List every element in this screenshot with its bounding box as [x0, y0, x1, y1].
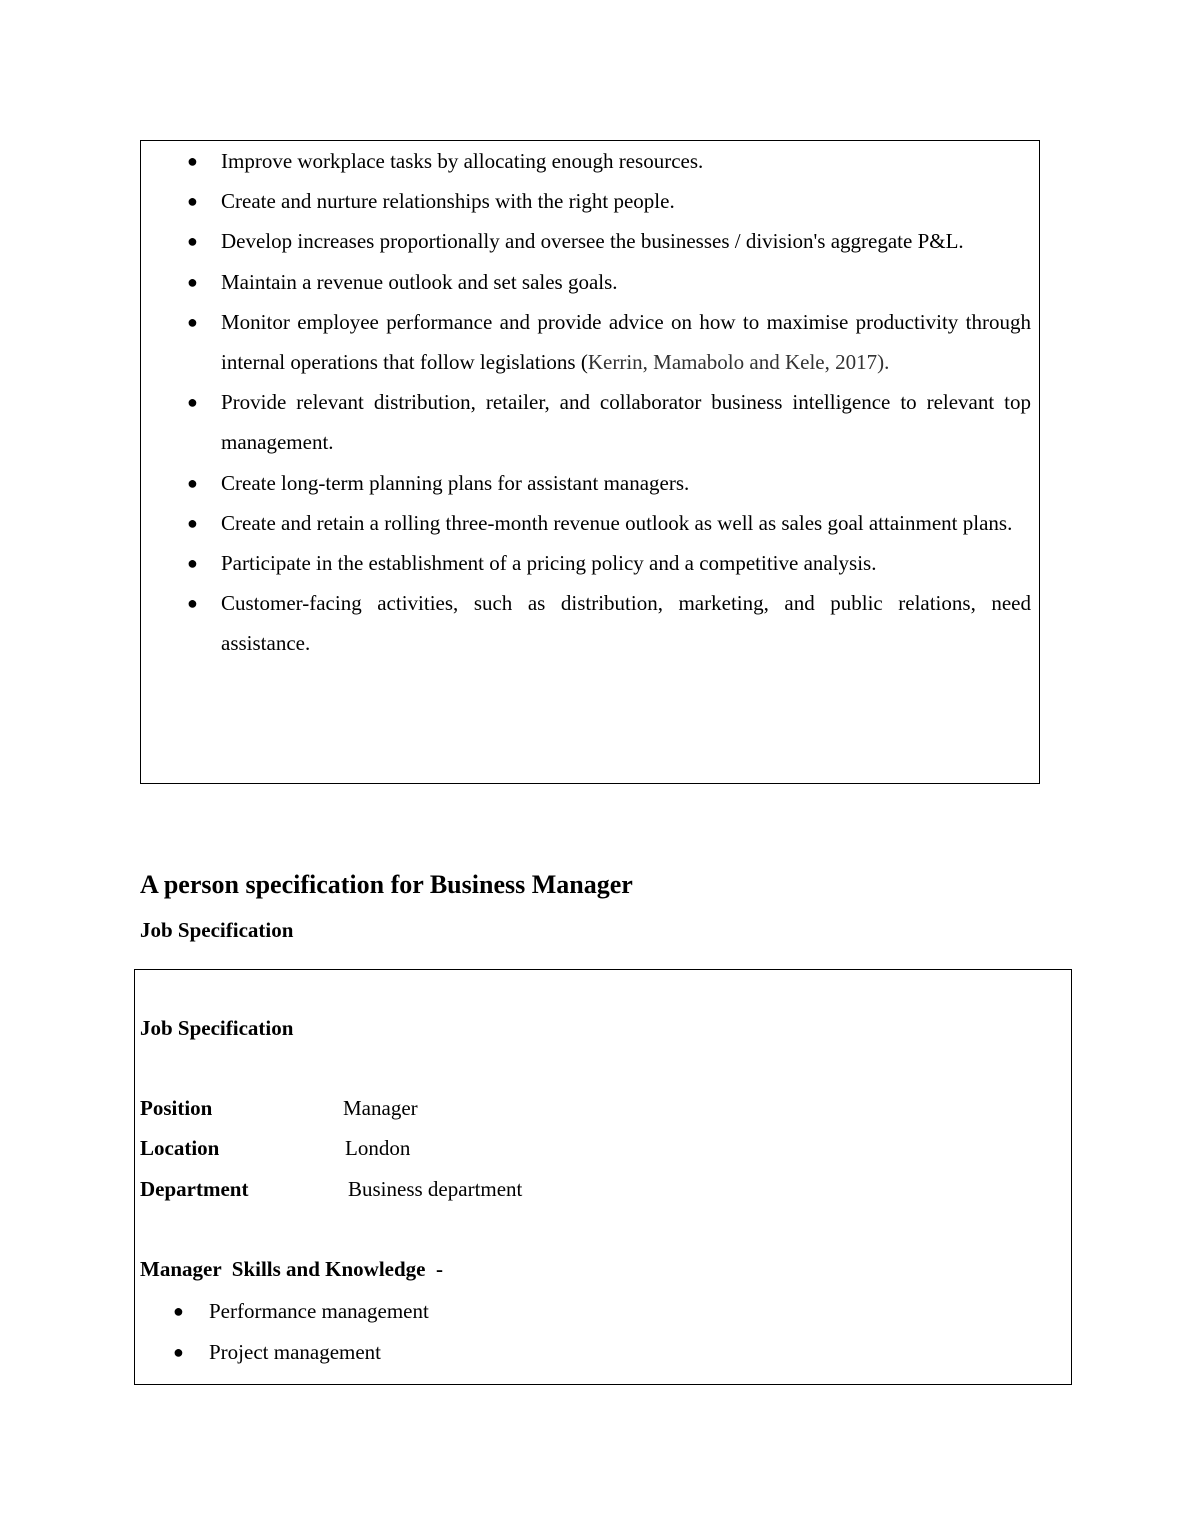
list-item: ● Improve workplace tasks by allocating enough resources. — [221, 141, 1031, 181]
list-item: ● Customer-facing activities, such as distribution, marketing, and public relations, need assistance. — [221, 583, 1031, 663]
skills-list — [173, 1291, 429, 1373]
citation-close: ). — [877, 350, 890, 375]
skills-heading: Manager Skills and Knowledge - — [140, 1257, 443, 1281]
section-heading: A person specification for Business Manager — [140, 870, 633, 899]
bullet-icon: ● — [187, 392, 198, 413]
list-item: ● Monitor employee performance and provide advice on how to maximise productivity through internal operations that follow legislations (Kerrin, Mamabolo and Kele, 2017). — [221, 302, 1031, 382]
location-label: Location — [140, 1136, 220, 1160]
job-spec-title: Job Specification — [140, 1016, 294, 1040]
list-item: ● Create and retain a rolling three-month revenue outlook as well as sales goal attainment plans. — [221, 503, 1031, 543]
position-value: Manager — [343, 1096, 418, 1120]
bullet-icon: ● — [187, 311, 198, 332]
list-item: ● Participate in the establishment of a pricing policy and a competitive analysis. — [221, 543, 1031, 583]
department-value: Business department — [348, 1177, 523, 1201]
bullet-icon: ● — [173, 1342, 184, 1362]
bullet-icon: ● — [173, 1301, 184, 1321]
list-item: ● Performance management — [209, 1291, 429, 1332]
list-item: ● Create and nurture relationships with the right people. — [221, 181, 1031, 221]
position-label: Position — [140, 1096, 213, 1120]
job-spec-box — [134, 969, 1072, 1385]
citation: Kerrin, Mamabolo and Kele, 2017 — [587, 350, 878, 375]
list-item: ● Maintain a revenue outlook and set sales goals. — [221, 262, 1031, 302]
bullet-icon: ● — [187, 271, 198, 292]
list-item: ● Project management — [209, 1332, 429, 1373]
bullet-icon: ● — [187, 231, 198, 252]
list-item: ● Provide relevant distribution, retailer, and collaborator business intelligence to relevant top management. — [221, 382, 1031, 462]
bullet-icon: ● — [187, 151, 198, 171]
department-label: Department — [140, 1177, 249, 1201]
duties-list — [187, 141, 1031, 664]
bullet-icon: ● — [187, 512, 198, 533]
bullet-icon: ● — [187, 472, 198, 493]
duties-box — [140, 140, 1040, 784]
list-item: ● Develop increases proportionally and oversee the businesses / division's aggregate P&L. — [221, 221, 1031, 261]
location-value: London — [345, 1136, 411, 1160]
bullet-icon: ● — [187, 593, 198, 614]
list-item: ● Create long-term planning plans for assistant managers. — [221, 463, 1031, 503]
bullet-icon: ● — [187, 191, 198, 212]
job-spec-subheading: Job Specification — [140, 918, 294, 942]
bullet-icon: ● — [187, 553, 198, 574]
